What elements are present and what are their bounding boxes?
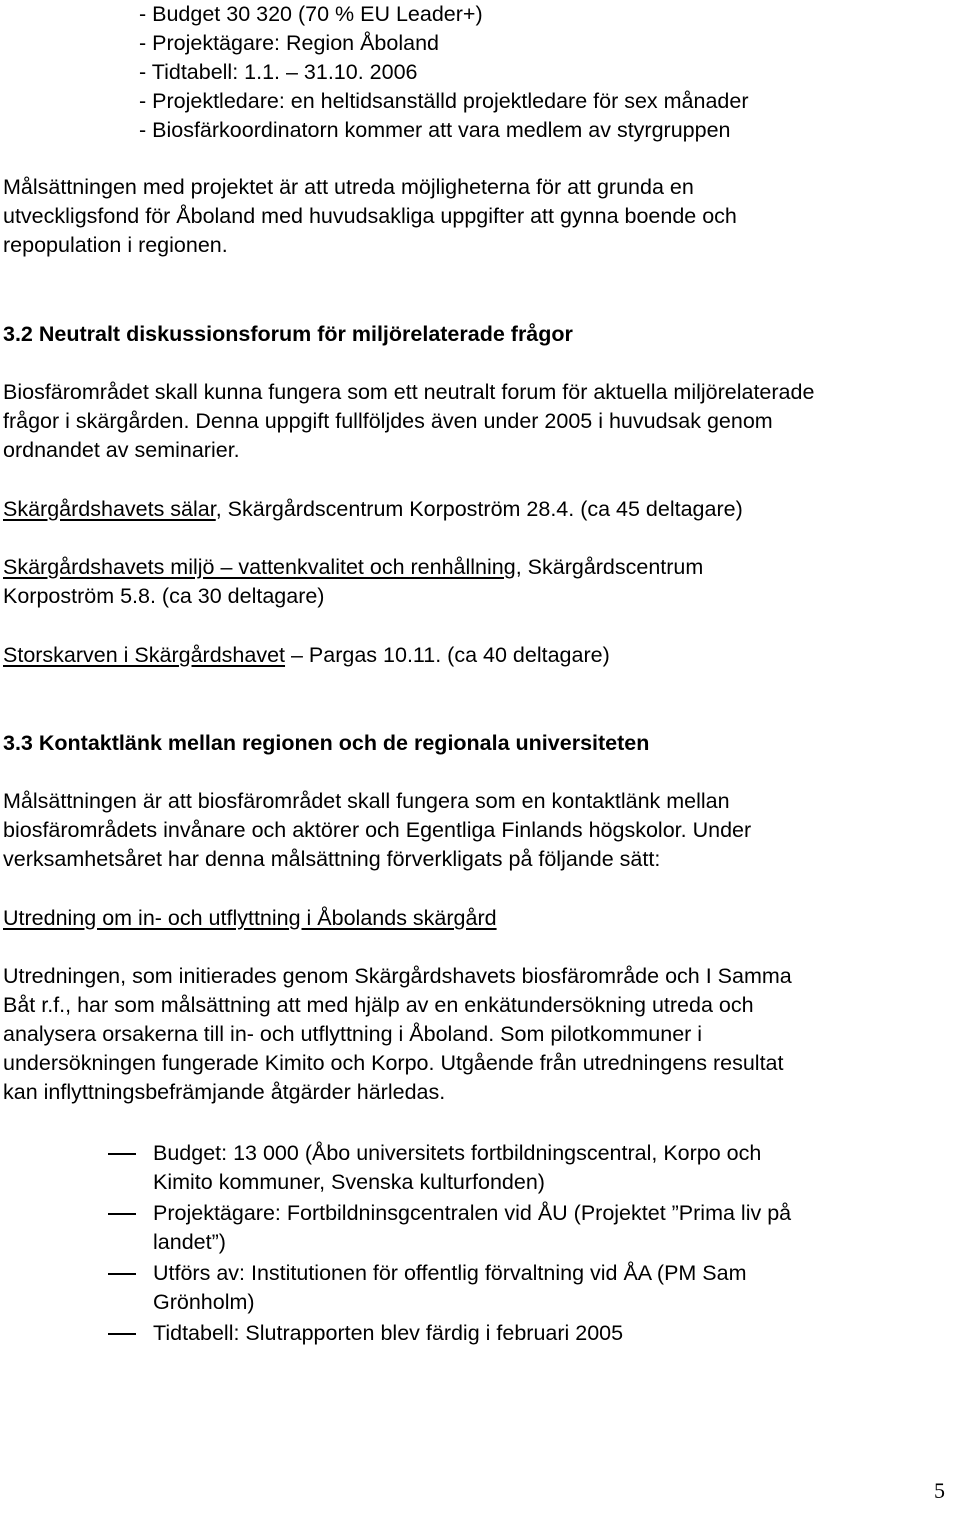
goal-paragraph-line: utveckligsfond för Åboland med huvudsakliga uppgifter att gynna boende och (3, 204, 737, 228)
seminar-title: Skärgårdshavets sälar (3, 497, 216, 521)
intro-list-item: - Budget 30 320 (70 % EU Leader+) (139, 2, 483, 26)
bullet-line: Tidtabell: Slutrapporten blev färdig i februari 2005 (153, 1321, 624, 1345)
subsection-paragraph-line: analysera orsakerna till in- och utflyttning i Åboland. Som pilotkommuner i (3, 1022, 703, 1046)
subsection-paragraph-line: Utredningen, som initierades genom Skärgårdshavets biosfärområde och I Samma (3, 964, 792, 988)
bullet-line: Projektägare: Fortbildninsgcentralen vid ÅU (Projektet ”Prima liv på (153, 1201, 792, 1225)
bullet-line: Utförs av: Institutionen för offentlig förvaltning vid ÅA (PM Sam (153, 1261, 747, 1285)
intro-list-item: - Tidtabell: 1.1. – 31.10. 2006 (139, 60, 418, 84)
bullet-line: Budget: 13 000 (Åbo universitets fortbildningscentral, Korpo och (153, 1141, 762, 1165)
section-paragraph-line: frågor i skärgården. Denna uppgift fullföljdes även under 2005 i huvudsak genom (3, 409, 773, 433)
section-heading: 3.3 Kontaktlänk mellan regionen och de regionala universiteten (3, 731, 650, 755)
seminar-title: Skärgårdshavets miljö – vattenkvalitet och renhållning (3, 555, 516, 579)
goal-paragraph-line: repopulation i regionen. (3, 233, 228, 257)
intro-list-item: - Biosfärkoordinatorn kommer att vara medlem av styrgruppen (139, 118, 731, 142)
dash-bullet (108, 1273, 136, 1275)
subsection-heading: Utredning om in- och utflyttning i Åbolands skärgård (3, 906, 497, 930)
section-paragraph-line: verksamhetsåret har denna målsättning förverkligats på följande sätt: (3, 847, 661, 871)
dash-bullet (108, 1333, 136, 1335)
seminar-details: – Pargas 10.11. (ca 40 deltagare) (285, 643, 610, 667)
bullet-line: Grönholm) (153, 1290, 255, 1314)
section-heading: 3.2 Neutralt diskussionsforum för miljörelaterade frågor (3, 322, 573, 346)
section-paragraph-line: Målsättningen är att biosfärområdet skall fungera som en kontaktlänk mellan (3, 789, 730, 813)
intro-list-item: - Projektledare: en heltidsanställd projektledare för sex månader (139, 89, 749, 113)
intro-list-item: - Projektägare: Region Åboland (139, 31, 439, 55)
section-paragraph-line: ordnandet av seminarier. (3, 438, 240, 462)
subsection-paragraph-line: undersökningen fungerade Kimito och Korpo. Utgående från utredningens resultat (3, 1051, 784, 1075)
section-paragraph-line: biosfärområdets invånare och aktörer och Egentliga Finlands högskolor. Under (3, 818, 752, 842)
dash-bullet (108, 1213, 136, 1215)
goal-paragraph-line: Målsättningen med projektet är att utreda möjligheterna för att grunda en (3, 175, 694, 199)
bullet-line: landet”) (153, 1230, 226, 1254)
subsection-paragraph-line: kan inflyttningsbefrämjande åtgärder härledas. (3, 1080, 446, 1104)
seminar-entry (3, 553, 703, 582)
section-paragraph-line: Biosfärområdet skall kunna fungera som ett neutralt forum för aktuella miljörelaterade (3, 380, 815, 404)
seminar-details: , Skärgårdscentrum Korpoström 28.4. (ca 45 deltagare) (215, 497, 743, 521)
bullet-line: Kimito kommuner, Svenska kulturfonden) (153, 1170, 545, 1194)
seminar-entry (3, 495, 743, 524)
seminar-title: Storskarven i Skärgårdshavet (3, 643, 286, 667)
dash-bullet (108, 1153, 136, 1155)
seminar-details: , Skärgårdscentrum (515, 555, 704, 579)
seminar-details-line2: Korpoström 5.8. (ca 30 deltagare) (3, 584, 325, 608)
subsection-paragraph-line: Båt r.f., har som målsättning att med hjälp av en enkätundersökning utreda och (3, 993, 754, 1017)
page-number: 5 (934, 1478, 945, 1503)
seminar-entry (3, 641, 610, 670)
